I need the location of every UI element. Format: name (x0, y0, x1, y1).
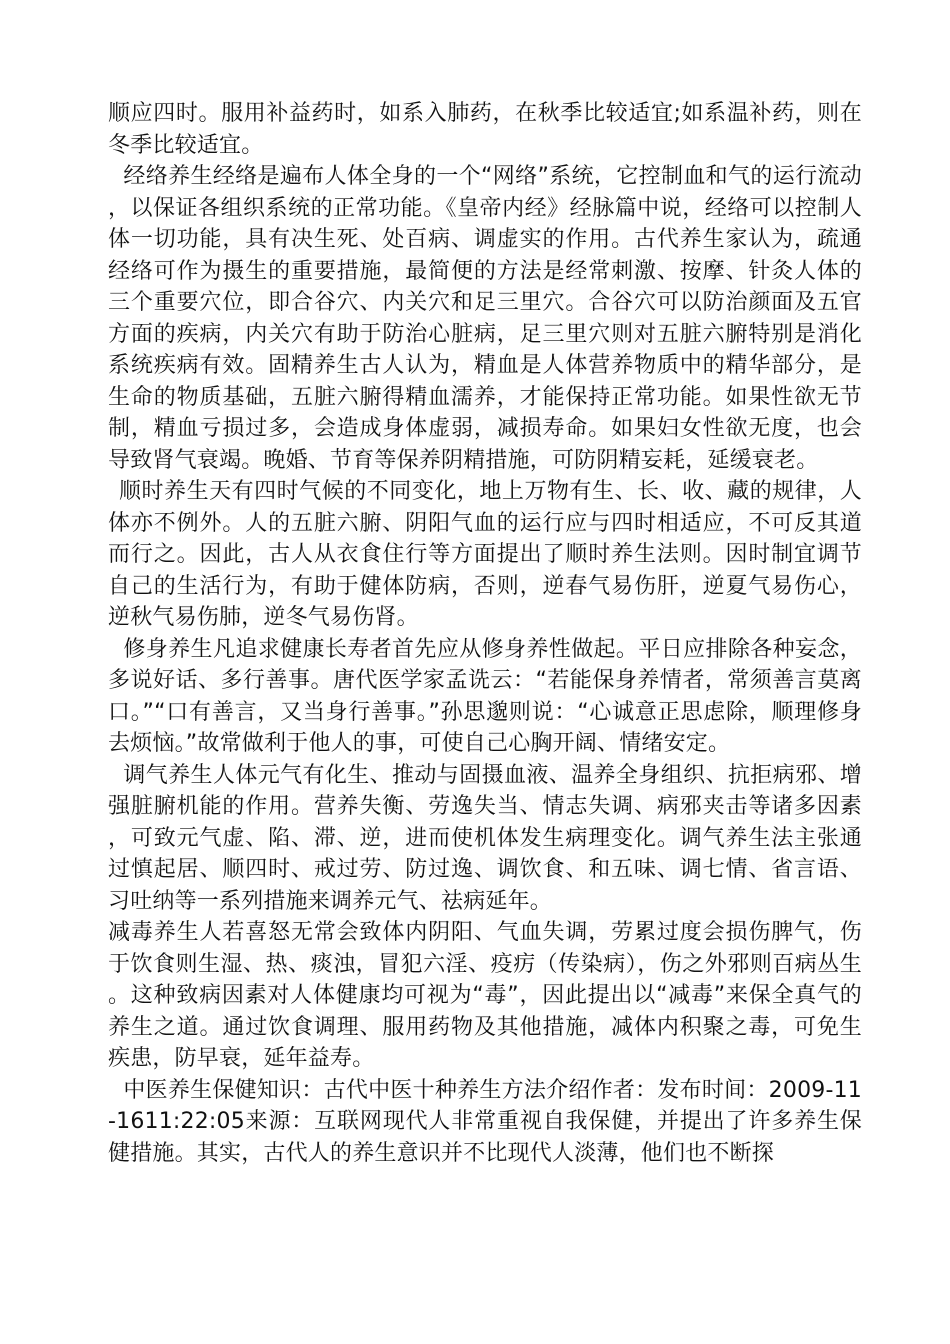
paragraph-detox-health: 减毒养生人若喜怒无常会致体内阴阳、气血失调，劳累过度会损伤脾气，伤于饮食则生湿、热、痰浊，冒犯六淫、疫疠（传染病），伤之外邪则百病丛生。这种致病因素对人体健康均可视为“毒”，因此提出以“减毒”来保全真气的养生之道。通过饮食调理、服用药物及其他措施，减体内积聚之毒，可免生疾患，防早衰，延年益寿。 (108, 920, 862, 1071)
paragraph-article-intro: 中医养生保健知识：古代中医十种养生方法介绍作者：发布时间：2009-11-1611:22:05来源：互联网现代人非常重视自我保健，并提出了许多养生保健措施。其实，古代人的养生意识并不比现代人淡薄，他们也不断探 (108, 1077, 862, 1166)
paragraph-seasonal-tonic: 顺应四时。服用补益药时，如系入肺药，在秋季比较适宜;如系温补药，则在冬季比较适宜。 (108, 101, 862, 158)
paragraph-seasonal-health: 顺时养生天有四时气候的不同变化，地上万物有生、长、收、藏的规律，人体亦不例外。人的五脏六腑、阴阳气血的运行应与四时相适应，不可反其道而行之。因此，古人从衣食住行等方面提出了顺时养生法则。因时制宜调节自己的生活行为，有助于健体防病，否则，逆春气易伤肝，逆夏气易伤心，逆秋气易伤肺，逆冬气易伤肾。 (108, 479, 862, 630)
paragraph-self-cultivation: 修身养生凡追求健康长寿者首先应从修身养性做起。平日应排除各种妄念，多说好话、多行善事。唐代医学家孟诜云：“若能保身养情者，常须善言莫离口。”“口有善言，又当身行善事。”孙思邈则说：“心诚意正思虑除，顺理修身去烦恼。”故常做利于他人的事，可使自己心胸开阔、情绪安定。 (108, 636, 862, 756)
document-page (108, 98, 862, 1169)
paragraph-meridian-health: 经络养生经络是遍布人体全身的一个“网络”系统，它控制血和气的运行流动，以保证各组织系统的正常功能。《皇帝内经》经脉篇中说，经络可以控制人体一切功能，具有决生死、处百病、调虚实的作用。古代养生家认为，疏通经络可作为摄生的重要措施，最简便的方法是经常刺激、按摩、针灸人体的三个重要穴位，即合谷穴、内关穴和足三里穴。合谷穴可以防治颜面及五官方面的疾病，内关穴有助于防治心脏病，足三里穴则对五脏六腑特别是消化系统疾病有效。固精养生古人认为，精血是人体营养物质中的精华部分，是生命的物质基础，五脏六腑得精血濡养，才能保持正常功能。如果性欲无节制，精血亏损过多，会造成身体虚弱，减损寿命。如果妇女性欲无度，也会导致肾气衰竭。晚婚、节育等保养阴精措施，可防阴精妄耗，延缓衰老。 (108, 164, 862, 473)
paragraph-qi-regulation: 调气养生人体元气有化生、推动与固摄血液、温养全身组织、抗拒病邪、增强脏腑机能的作用。营养失衡、劳逸失当、情志失调、病邪夹击等诸多因素，可致元气虚、陷、滞、逆，进而使机体发生病理变化。调气养生法主张通过慎起居、顺四时、戒过劳、防过逸、调饮食、和五味、调七情、省言语、习吐纳等一系列措施来调养元气、祛病延年。 (108, 762, 862, 914)
